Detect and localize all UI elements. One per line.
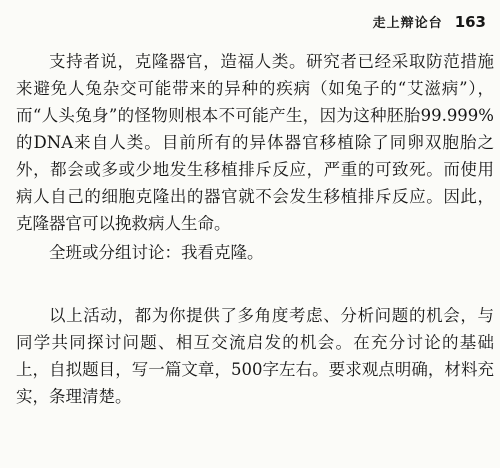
page-number: 163	[454, 13, 486, 31]
section-title: 走上辩论台	[372, 16, 443, 31]
body-text	[16, 48, 494, 410]
paragraph-writing-assignment: 以上活动，都为你提供了多角度考虑、分析问题的机会，与同学共同探讨问题、相互交流启发的机会。在充分讨论的基础上，自拟题目，写一篇文章，500字左右。要求观点明确，材料充实，条理清楚。	[16, 306, 494, 406]
page-header	[373, 12, 486, 31]
paragraph-discussion-prompt: 全班或分组讨论：我看克隆。	[49, 243, 264, 262]
paragraph-supporters-argument: 支持者说，克隆器官，造福人类。研究者已经采取防范措施来避免人兔杂交可能带来的异种的疾病（如兔子的“艾滋病”），而“人头兔身”的怪物则根本不可能产生，因为这种胚胎99.999%的DNA来自人类。目前所有的异体器官移植除了同卵双胞胎之外，都会或多或少地发生移植排斥反应，严重的可致死。而使用病人自己的细胞克隆出的器官就不会发生移植排斥反应。因此，克隆器官可以挽救病人生命。	[16, 52, 494, 233]
